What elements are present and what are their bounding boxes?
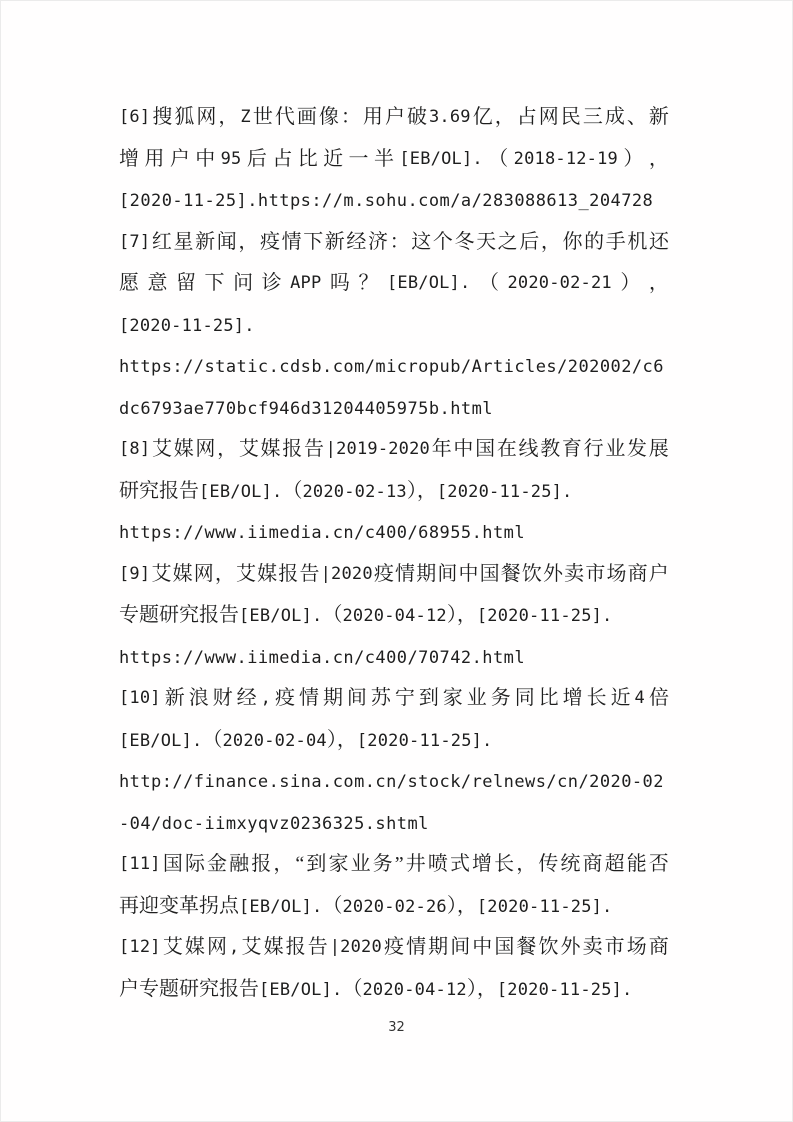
reference-entry: [119, 97, 669, 222]
reference-text-line: 再迎变革拐点[EB/OL].（2020-02-26），[2020-11-25].: [119, 894, 613, 917]
reference-text-line: [8] 艾 媒 网 ， 艾 媒 报 告 |2019-2020 年 中 国 在 线 教 育 行 业 发 展: [119, 438, 669, 460]
reference-url-line: http://finance.sina.com.cn/stock/relnews/cn/2020-02: [119, 772, 664, 792]
reference-text-line: [11] 国 际 金 融 报 ， “ 到 家 业 务 ” 井 喷 式 增 长 ， 传 统 商 超 能 否: [119, 853, 669, 875]
reference-entry: [119, 678, 669, 844]
reference-entry: [119, 222, 669, 430]
reference-text-line: [9] 艾 媒 网 ， 艾 媒 报 告 |2020 疫 情 期 间 中 国 餐 饮 外 卖 市 场 商 户: [119, 562, 669, 585]
reference-text-line: [EB/OL].（2020-02-04），[2020-11-25].: [119, 728, 493, 751]
reference-text-line: 增 用 户 中 95 后 占 比 近 一 半 [EB/OL]. （ 2018-12-19 ） ，: [119, 147, 669, 170]
reference-url-line: https://www.iimedia.cn/c400/68955.html: [119, 523, 526, 543]
reference-url-line: https://www.iimedia.cn/c400/70742.html: [119, 647, 526, 668]
reference-text-line: [10] 新 浪 财 经 , 疫 情 期 间 苏 宁 到 家 业 务 同 比 增 长 近 4 倍: [119, 687, 669, 709]
reference-url-line: https://static.cdsb.com/micropub/Articles/202002/c6: [119, 357, 664, 377]
reference-entry: [119, 844, 669, 927]
reference-text-line: 户专题研究报告[EB/OL].（2020-04-12），[2020-11-25].: [119, 977, 633, 1000]
reference-text-line: [6] 搜 狐 网 ， Z 世 代 画 像 ： 用 户 破 3.69 亿 ， 占 网 民 三 成 、 新: [119, 106, 669, 128]
reference-text-line: 愿 意 留 下 问 诊 APP 吗 ？ [EB/OL]. （ 2020-02-21 ） ，: [119, 272, 669, 294]
reference-text-line: [2020-11-25].: [119, 315, 255, 336]
reference-url-line: dc6793ae770bcf946d31204405975b.html: [119, 398, 493, 419]
references-list: [119, 97, 669, 1010]
reference-url-line: [2020-11-25].https://m.sohu.com/a/283088613_204728: [119, 191, 654, 211]
reference-entry: [119, 429, 669, 554]
reference-text-line: 研究报告[EB/OL].（2020-02-13），[2020-11-25].: [119, 479, 573, 502]
reference-text-line: 专题研究报告[EB/OL].（2020-04-12），[2020-11-25].: [119, 604, 613, 626]
reference-entry: [119, 927, 669, 1010]
reference-entry: [119, 554, 669, 679]
page-number: 32: [388, 1020, 405, 1035]
reference-text-line: [12] 艾 媒 网 , 艾 媒 报 告 |2020 疫 情 期 间 中 国 餐 饮 外 卖 市 场 商: [119, 936, 669, 958]
reference-url-line: -04/doc-iimxyqvz0236325.shtml: [119, 813, 429, 834]
reference-text-line: [7] 红 星 新 闻 ， 疫 情 下 新 经 济 ： 这 个 冬 天 之 后 ， 你 的 手 机 还: [119, 230, 669, 253]
